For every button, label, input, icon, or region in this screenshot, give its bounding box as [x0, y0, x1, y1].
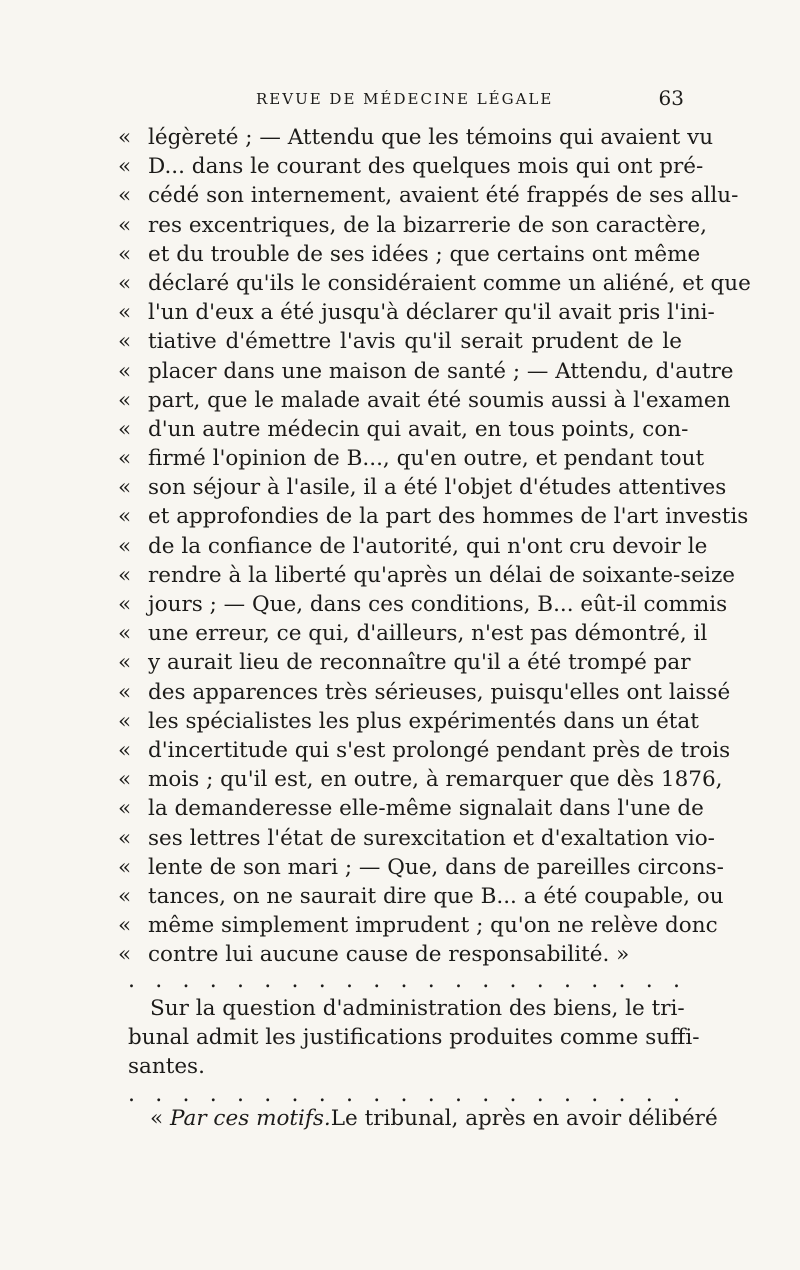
quoted-line	[118, 211, 707, 240]
line-text: y aurait lieu de reconnaître qu'il a été trompé par	[148, 650, 691, 676]
line-text: ses lettres l'état de surexcitation et d'exaltation vio-	[148, 825, 715, 851]
quoted-line	[118, 298, 715, 327]
quote-mark: «	[118, 475, 132, 501]
quote-mark: «	[118, 329, 132, 355]
paragraph-line: santes.	[128, 1054, 205, 1080]
line-text: tiative d'émettre l'avis qu'il serait prudent de le	[148, 329, 682, 355]
quote-mark: «	[118, 708, 132, 734]
line-text: contre lui aucune cause de responsabilité. »	[148, 942, 630, 968]
line-text: d'incertitude qui s'est prolongé pendant près de trois	[148, 737, 731, 763]
quoted-line	[118, 882, 724, 911]
line-text: et du trouble de ses idées ; que certains ont même	[148, 241, 701, 267]
quoted-line	[118, 853, 724, 882]
final-text: Le tribunal, après en avoir délibéré	[330, 1106, 718, 1131]
page-number: 63	[658, 86, 684, 110]
line-text: des apparences très sérieuses, puisqu'elles ont laissé	[148, 679, 731, 705]
quote-mark: «	[118, 825, 132, 851]
quote-mark: «	[118, 650, 132, 676]
line-text: D... dans le courant des quelques mois qui ont pré-	[148, 154, 704, 180]
line-text: d'un autre médecin qui avait, en tous points, con-	[148, 416, 689, 442]
page-header	[128, 86, 684, 116]
quote-mark: «	[118, 913, 132, 939]
line-text: légèreté ; — Attendu que les témoins qui avaient vu	[148, 125, 714, 150]
line-text: et approfondies de la part des hommes de l'art investis	[148, 504, 749, 530]
quoted-line	[118, 736, 731, 765]
quote-mark: «	[118, 241, 132, 267]
quote-mark: «	[118, 942, 132, 968]
paragraph-line: Sur la question d'administration des biens, le tri-	[150, 996, 685, 1021]
line-text: même simplement imprudent ; qu'on ne relève donc	[148, 913, 718, 939]
quoted-line	[118, 794, 704, 823]
line-text: l'un d'eux a été jusqu'à déclarer qu'il avait pris l'ini-	[148, 300, 715, 326]
ellipsis-row-2: . . . . . . . . . . . . . . . . . . . . .	[128, 1082, 680, 1107]
quoted-line	[118, 386, 731, 415]
quoted-line	[118, 824, 715, 853]
quote-mark: «	[118, 883, 132, 909]
quoted-line	[118, 532, 708, 561]
final-line	[128, 1106, 718, 1131]
quote-mark: «	[118, 621, 132, 647]
line-text: déclaré qu'ils le considéraient comme un aliéné, et que	[148, 270, 751, 296]
quoted-line	[118, 619, 708, 648]
line-text: cédé son internement, avaient été frappés de ses allu-	[148, 183, 739, 209]
paragraph-line: bunal admit les justifications produites comme suffi-	[128, 1025, 700, 1051]
line-text: la demanderesse elle-même signalait dans l'une de	[148, 796, 704, 822]
quoted-line	[118, 181, 739, 210]
quote-mark: «	[118, 562, 132, 588]
line-text: lente de son mari ; — Que, dans de pareilles circons-	[148, 854, 724, 880]
quoted-line	[118, 502, 749, 531]
quoted-line	[118, 444, 705, 473]
italic-phrase: Par ces motifs.	[170, 1106, 331, 1131]
quote-mark: «	[118, 796, 132, 822]
running-title: REVUE DE MÉDECINE LÉGALE	[256, 90, 554, 108]
quoted-line	[118, 678, 731, 707]
quote-mark: «	[118, 533, 132, 559]
quoted-line	[118, 357, 734, 386]
line-text: son séjour à l'asile, il a été l'objet d'études attentives	[148, 475, 727, 501]
line-text: part, que le malade avait été soumis aussi à l'examen	[148, 387, 731, 413]
quote-mark: «	[118, 270, 132, 296]
quote-mark: «	[118, 854, 132, 880]
line-text: jours ; — Que, dans ces conditions, B... eût-il commis	[148, 592, 728, 617]
quote-mark: «	[118, 358, 132, 384]
quote-mark: «	[118, 125, 132, 150]
quote-mark: «	[118, 154, 132, 180]
quoted-line	[118, 327, 682, 356]
quoted-line	[118, 415, 689, 444]
quoted-line	[118, 940, 682, 969]
line-text: firmé l'opinion de B..., qu'en outre, et pendant tout	[148, 446, 705, 472]
quote-mark: «	[118, 446, 132, 472]
quoted-line	[118, 707, 699, 736]
quote-mark: «	[118, 737, 132, 763]
quote-mark: «	[118, 416, 132, 442]
quoted-line	[118, 269, 751, 298]
quoted-line	[118, 240, 701, 269]
line-text: de la confiance de l'autorité, qui n'ont cru devoir le	[148, 533, 708, 559]
quoted-line	[118, 648, 691, 677]
line-text: rendre à la liberté qu'après un délai de soixante-seize	[148, 562, 736, 588]
quoted-line	[118, 911, 718, 940]
quoted-line	[118, 152, 704, 181]
line-text: une erreur, ce qui, d'ailleurs, n'est pas démontré, il	[148, 621, 708, 647]
line-text: mois ; qu'il est, en outre, à remarquer que dès 1876,	[148, 767, 723, 793]
ellipsis-row-1: . . . . . . . . . . . . . . . . . . . . .	[128, 968, 680, 993]
quote-mark: «	[118, 183, 132, 209]
paragraph-administration	[128, 994, 700, 1082]
open-quote: «	[150, 1106, 164, 1131]
line-text: les spécialistes les plus expérimentés dans un état	[148, 708, 699, 734]
quote-mark: «	[118, 300, 132, 326]
quoted-line	[118, 765, 723, 794]
quoted-line	[118, 561, 736, 590]
quote-mark: «	[118, 387, 132, 413]
quote-mark: «	[118, 504, 132, 530]
quote-mark: «	[118, 212, 132, 238]
line-text: res excentriques, de la bizarrerie de son caractère,	[148, 212, 707, 238]
quoted-line	[118, 473, 727, 502]
quote-mark: «	[118, 592, 132, 617]
quoted-judgment-text	[118, 123, 751, 969]
quote-mark: «	[118, 767, 132, 793]
quoted-line	[118, 590, 728, 619]
line-text: tances, on ne saurait dire que B... a été coupable, ou	[148, 883, 724, 909]
quote-mark: «	[118, 679, 132, 705]
quoted-line	[118, 123, 714, 152]
line-text: placer dans une maison de santé ; — Attendu, d'autre	[148, 358, 734, 384]
